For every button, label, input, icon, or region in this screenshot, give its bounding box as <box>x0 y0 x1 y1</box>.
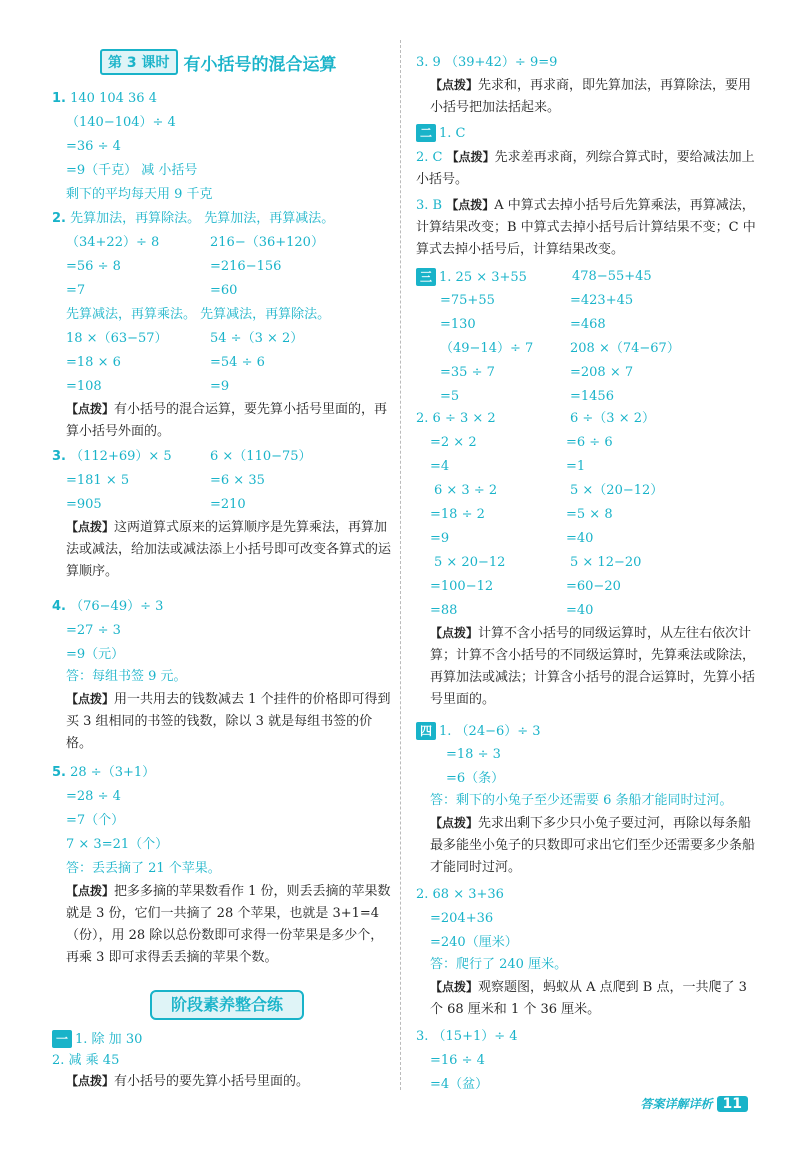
q5-tip: 【点拨】把多多摘的苹果数看作 1 份，则丢丢摘的苹果数就是 3 份，它们一共摘了 28 个苹果，也就是 3+1=4（份），用 28 除以总份数即可求得一份苹果是多少个，再乘 3 即可求得丢丢摘的苹果个数。 <box>66 884 391 965</box>
calc-cell: （49−14）÷ 7 <box>440 341 534 356</box>
r3-line: 3. 9 （39+42）÷ 9=9 <box>416 55 558 70</box>
calc-cell: =216−156 <box>210 259 282 274</box>
calc-cell: =40 <box>566 531 594 546</box>
calc-cell: =60 <box>210 283 238 298</box>
calc-line: =7（个） <box>66 813 125 828</box>
calc-line: 7 × 3=21（个） <box>66 837 169 852</box>
calc-cell: =1 <box>566 459 586 474</box>
calc-cell: =6 ÷ 6 <box>566 435 613 450</box>
calc-cell: 478−55+45 <box>572 269 652 284</box>
calc-line: =240（厘米） <box>430 935 518 950</box>
calc-cell: =2 × 2 <box>430 435 477 450</box>
calc-line: =27 ÷ 3 <box>66 623 121 638</box>
s3-tip: 【点拨】计算不含小括号的同级运算时，从左往右依次计算；计算不含小括号的不同级运算时，先算乘法或除法，再算加法或减法；计算含小括号的混合运算时，先算小括号里面的。 <box>430 626 756 707</box>
calc-line: =6（条） <box>446 771 505 786</box>
s4-q2-tip: 【点拨】观察题图，蚂蚁从 A 点爬到 B 点，一共爬了 3 个 68 厘米和 1 个 36 厘米。 <box>430 980 747 1017</box>
calc-cell: （34+22）÷ 8 <box>66 235 160 250</box>
calc-cell: 2. 6 ÷ 3 × 2 <box>416 411 496 426</box>
calc-cell: =75+55 <box>440 293 495 308</box>
q5-line: 5. 28 ÷（3+1） <box>52 765 156 780</box>
q3-line: 3. （112+69）× 5 <box>52 449 172 464</box>
calc-cell: =181 × 5 <box>66 473 130 488</box>
calc-cell: 6 ×（110−75） <box>210 449 312 464</box>
q1-line: （140−104）÷ 4 <box>66 115 176 130</box>
calc-cell: =6 × 35 <box>210 473 265 488</box>
calc-line: =9（元） <box>66 647 125 662</box>
calc-cell: =208 × 7 <box>570 365 634 380</box>
answer-line: 答：剩下的小兔子至少还需要 6 条船才能同时过河。 <box>430 793 733 808</box>
calc-cell: 6 ÷（3 × 2） <box>570 411 655 426</box>
s1-q2: 2. 减 乘 45 <box>52 1053 120 1068</box>
stage-title: 阶段素养整合练 <box>150 990 304 1020</box>
calc-cell: =108 <box>66 379 102 394</box>
s3-badge: 三 1. 25 × 3+55 <box>416 268 527 287</box>
calc-cell: =35 ÷ 7 <box>440 365 495 380</box>
answer-line: 答：丢丢摘了 21 个苹果。 <box>66 861 221 876</box>
calc-cell: 208 ×（74−67） <box>570 341 680 356</box>
s1-q1: 一 1. 除 加 30 <box>52 1030 142 1049</box>
calc-cell: =88 <box>430 603 458 618</box>
calc-cell: =100−12 <box>430 579 494 594</box>
calc-line: =28 ÷ 4 <box>66 789 121 804</box>
s4-q1: 四 1. （24−6）÷ 3 <box>416 722 541 741</box>
footer-text: 答案详解详析 <box>640 1097 713 1111</box>
calc-cell: =5 × 8 <box>566 507 613 522</box>
calc-cell: =60−20 <box>566 579 621 594</box>
s2-q1: 二 1. C <box>416 124 466 143</box>
calc-cell: 6 × 3 ÷ 2 <box>434 483 498 498</box>
calc-cell: =40 <box>566 603 594 618</box>
calc-cell: 18 ×（63−57） <box>66 331 168 346</box>
q1-line: 1. 140 104 36 4 <box>52 91 157 106</box>
calc-line: =204+36 <box>430 911 494 926</box>
q1-line: =36 ÷ 4 <box>66 139 121 154</box>
answer-line: 答：爬行了 240 厘米。 <box>430 957 568 972</box>
calc-line: 3. （15+1）÷ 4 <box>416 1029 518 1044</box>
calc-cell: =54 ÷ 6 <box>210 355 265 370</box>
calc-cell: 5 × 12−20 <box>570 555 642 570</box>
q2-subheading: 先算减法，再算乘法。 先算减法，再算除法。 <box>66 307 331 322</box>
lesson-label: 第 3 课时 <box>100 49 178 75</box>
calc-cell: =18 × 6 <box>66 355 121 370</box>
calc-cell: =4 <box>430 459 450 474</box>
page-number: 11 <box>717 1096 748 1112</box>
s4-q1-tip: 【点拨】先求出剩下多少只小兔子要过河，再除以每条船最多能坐小兔子的只数即可求出它们至少还需要多少条船才能同时过河。 <box>430 816 756 875</box>
s2-q2: 2. C 【点拨】先求差再求商，列综合算式时，要给减法加上小括号。 <box>416 150 755 187</box>
calc-cell: =905 <box>66 497 102 512</box>
calc-line: =4（盆） <box>430 1077 489 1092</box>
q2-heading: 2. 先算加法，再算除法。 先算加法，再算减法。 <box>52 211 335 226</box>
q2-tip: 【点拨】有小括号的混合运算，要先算小括号里面的，再算小括号外面的。 <box>66 402 388 439</box>
answer-line: 答：每组书签 9 元。 <box>66 669 187 684</box>
lesson-title <box>100 49 337 75</box>
calc-cell: =1456 <box>570 389 614 404</box>
q3-tip: 【点拨】这两道算式原来的运算顺序是先算乘法，再算加法或减法，给加法或减法添上小括号即可改变各算式的运算顺序。 <box>66 520 392 579</box>
calc-cell: =56 ÷ 8 <box>66 259 121 274</box>
calc-cell: 216−（36+120） <box>210 235 324 250</box>
calc-cell: 5 ×（20−12） <box>570 483 664 498</box>
calc-cell: =7 <box>66 283 86 298</box>
calc-cell: =5 <box>440 389 460 404</box>
calc-cell: =9 <box>210 379 230 394</box>
calc-cell: =210 <box>210 497 246 512</box>
calc-line: 2. 68 × 3+36 <box>416 887 504 902</box>
calc-cell: =468 <box>570 317 606 332</box>
calc-line: =16 ÷ 4 <box>430 1053 485 1068</box>
calc-cell: 54 ÷（3 × 2） <box>210 331 304 346</box>
column-divider <box>400 40 401 1090</box>
s2-q3: 3. B 【点拨】A 中算式去掉小括号后先算乘法，再算减法，计算结果改变；B 中算式去掉小括号后计算结果不变；C 中算式去掉小括号后，计算结果改变。 <box>416 198 756 257</box>
calc-cell: =423+45 <box>570 293 634 308</box>
q4-tip: 【点拨】用一共用去的钱数减去 1 个挂件的价格即可得到买 3 组相同的书签的钱数，除以 3 就是每组书签的价格。 <box>66 692 391 751</box>
calc-cell: =9 <box>430 531 450 546</box>
calc-line: =18 ÷ 3 <box>446 747 501 762</box>
q1-answer: 剩下的平均每天用 9 千克 <box>66 187 213 202</box>
calc-cell: =130 <box>440 317 476 332</box>
s1-tip: 【点拨】有小括号的要先算小括号里面的。 <box>66 1074 310 1089</box>
q1-line: =9（千克） 减 小括号 <box>66 163 198 178</box>
page-footer <box>641 1095 749 1112</box>
lesson-name: 有小括号的混合运算 <box>183 54 337 75</box>
r3-tip: 【点拨】先求和，再求商，即先算加法，再算除法，要用小括号把加法括起来。 <box>430 78 752 115</box>
calc-cell: 5 × 20−12 <box>434 555 506 570</box>
calc-cell: =18 ÷ 2 <box>430 507 485 522</box>
q4-line: 4. （76−49）÷ 3 <box>52 599 164 614</box>
